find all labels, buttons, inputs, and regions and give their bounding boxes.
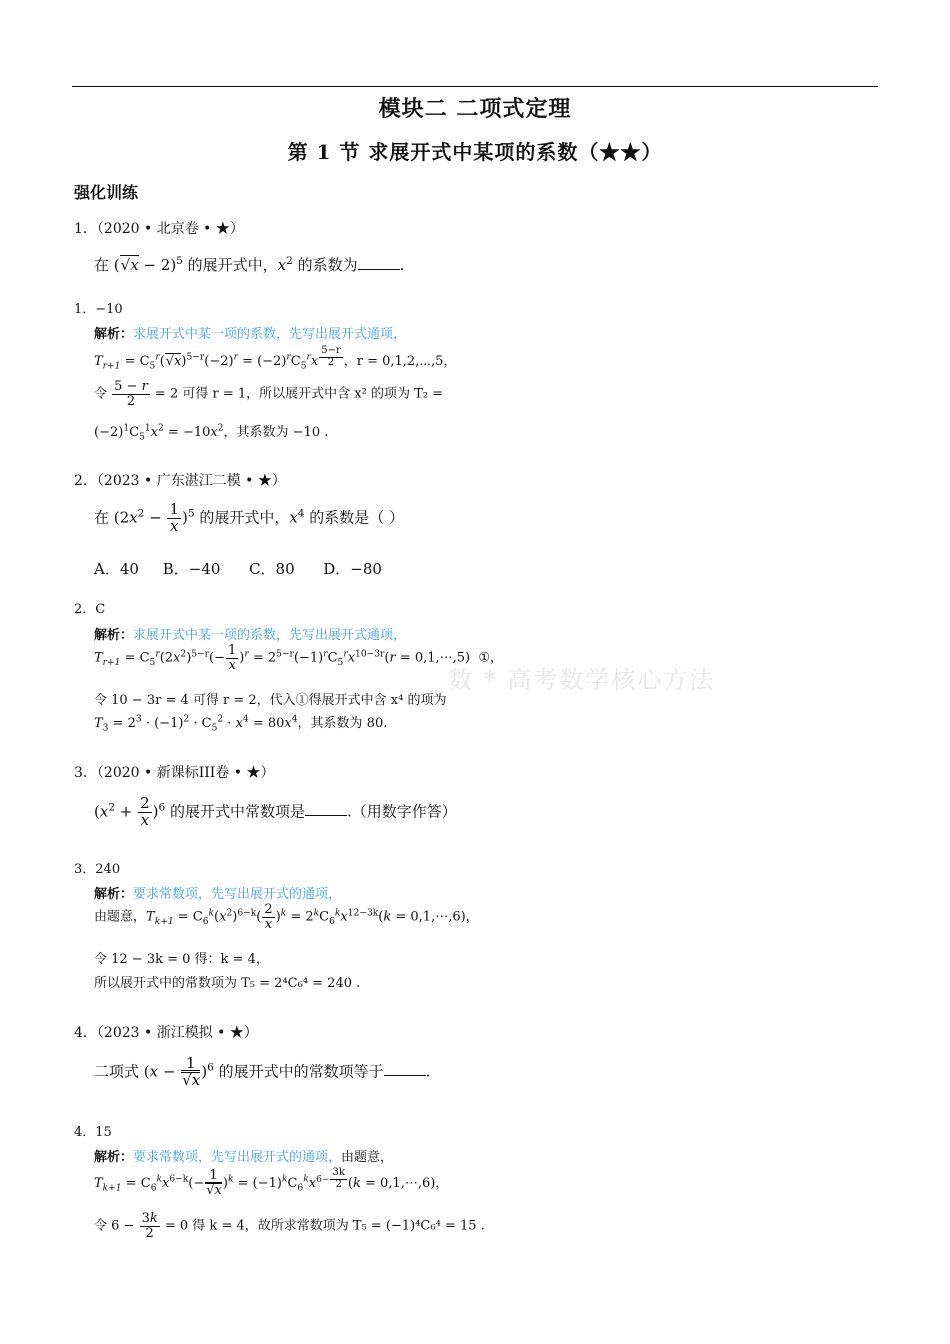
- problem-4-general-term: $T_{k+1} = C_6^kx^{6-k}(-$ $\frac{1}{√x}$ )$^k = (-1)^kC_6^kx^{6- \frac{3k}{2}}$ (k = 0,1,⋯,6)，: [94, 1167, 449, 1198]
- problem-4-stem: 二项式 (x − $\frac{1}{√x}$ )$^6$ 的展开式中的常数项等于 .: [94, 1054, 431, 1089]
- problem-1-answer: 1．−10: [74, 302, 123, 317]
- problem-3-hint-line: 解析：要求常数项，先写出展开式的通项，: [94, 887, 342, 902]
- problem-2-header: 2．（2023 • 广东湛江二模 • ★）: [74, 473, 286, 489]
- module-title: 模块二 二项式定理: [378, 96, 572, 122]
- section-label: 强化训练: [74, 183, 139, 202]
- problem-1-header: 1．（2020 • 北京卷 • ★）: [74, 221, 244, 237]
- problem-2-answer: 2．C: [74, 602, 106, 617]
- section-title: 第 1 节 求展开式中某项的系数（★★）: [287, 140, 663, 164]
- problem-1-step-3: $(-2)^1C_5^1x^2 = -10x^2$，其系数为 −10 .: [94, 423, 329, 443]
- problem-1-stem: 在 $(√x - 2)^5$ 的展开式中，$x^2$ 的系数为 .: [94, 255, 405, 274]
- problem-2-general-term: $T_{r+1} = C_5^r(2x^2)^{5-r}(-$ $\frac{1}{x}$ )$^r = 2^{5-r}(-1)^rC_5^rx^{10-3r}(r$ = 0,1,⋯,5) ①，: [94, 643, 504, 673]
- problem-4-header: 4．（2023 • 浙江模拟 • ★）: [74, 1025, 258, 1041]
- problem-2-hint-line: 解析：求展开式中某一项的系数，先写出展开式通项，: [94, 628, 407, 643]
- problem-2-step-2: 令 10 − 3r = 4 可得 r = 2，代入①得展开式中含 x⁴ 的项为: [94, 693, 447, 708]
- problem-4-answer: 4．15: [74, 1125, 112, 1140]
- problem-3-answer: 3．240: [74, 862, 121, 877]
- problem-3-general-term: 由题意，$T_{k+1} = C_6^k(x^2)^{6-k}$( $\frac{2}{x}$ )$^k = 2^kC_6^kx^{12-3k}(k$ = 0,1,⋯,6)，: [94, 902, 479, 932]
- problem-3-step-2: 令 12 − 3k = 0 得：k = 4，: [94, 952, 269, 967]
- option-d[interactable]: D．−80: [323, 560, 382, 578]
- header-rule: [72, 86, 878, 87]
- option-b[interactable]: B．−40: [162, 560, 221, 578]
- problem-1-hint-line: 解析：求展开式中某一项的系数，先写出展开式通项，: [94, 327, 407, 342]
- problem-3-stem: ($x^2$ + $\frac{2}{x}$ )$^6$ 的展开式中常数项是 .（用数字作答）: [94, 794, 457, 829]
- problem-3-header: 3．（2020 • 新课标III卷 • ★）: [74, 765, 275, 781]
- problem-2-step-3: $T_3 = 2^3 \cdot (-1)^2 \cdot C_5^2 \cdot x^4 = 80x^4$，其系数为 80.: [94, 714, 388, 734]
- problem-2-stem: 在 ($2x^2$ − $\frac{1}{x}$ )$^5$ 的展开式中，$x^4$ 的系数是（ ）: [94, 500, 405, 535]
- option-c[interactable]: C．80: [249, 560, 295, 578]
- problem-1-general-term: $T_{r+1} = C_5^r(√x)^{5-r}(-2)^r = (-2)^rC_5^rx$ $^{\frac{5-r}{2}}$ ，r = 0,1,2,⋯,5，: [94, 345, 457, 372]
- problem-2-options: [94, 558, 382, 579]
- problem-4-hint-line: 解析：要求常数项，先写出展开式的通项，由题意，: [94, 1150, 394, 1165]
- watermark: 数 * 高考数学核心方法: [448, 666, 716, 694]
- problem-1-step-2: 令 $\frac{5 - r}{2}$ = 2 可得 r = 1，所以展开式中含 x² 的项为 T₂ =: [94, 379, 443, 409]
- option-a[interactable]: A．40: [94, 560, 139, 578]
- problem-3-step-3: 所以展开式中的常数项为 T₅ = 2⁴C₆⁴ = 240 .: [94, 976, 361, 991]
- problem-4-step-3: 令 6 − $\frac{3k}{2}$ = 0 得 k = 4，故所求常数项为 T₅ = (−1)⁴C₆⁴ = 15 .: [94, 1211, 485, 1241]
